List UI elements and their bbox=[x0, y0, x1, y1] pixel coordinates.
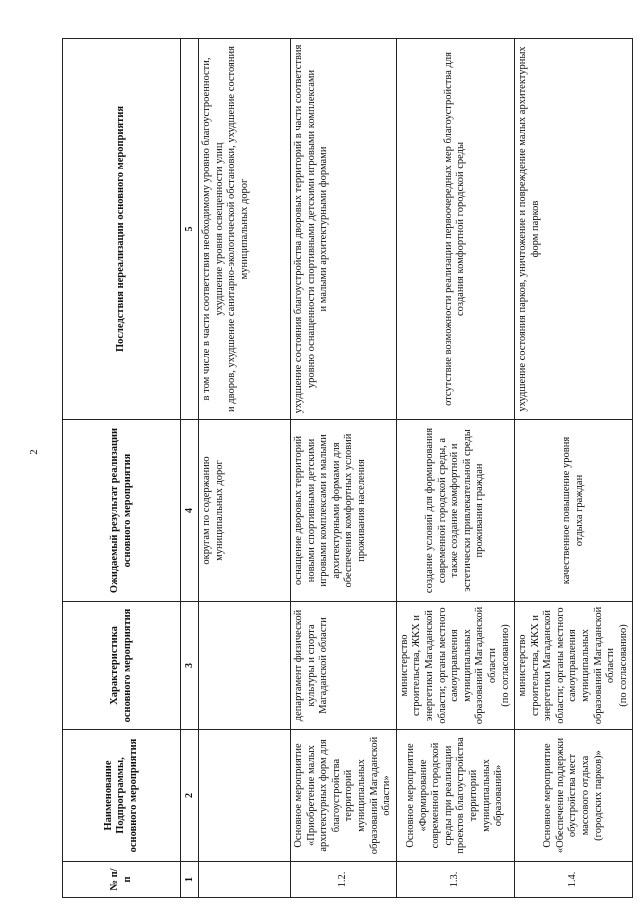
row-num: 1.3. bbox=[396, 862, 514, 898]
row-name: Основное мероприятие «Приобретение малых архитектурных форм для благоустройства территорий муниципальных образований Магаданской области» bbox=[291, 730, 397, 862]
header-row bbox=[63, 39, 181, 898]
row-consequence: отсутствие возможности реализации первоочередных мер благоустройства для создания комфортной городской среды bbox=[396, 39, 514, 420]
row-characteristic bbox=[199, 602, 291, 730]
table-row bbox=[291, 39, 397, 898]
row-characteristic: департамент физической культуры и спорта Магаданской области bbox=[291, 602, 397, 730]
row-consequence: ухудшение состояния парков, уничтожение и повреждение малых архитектурных форм парков bbox=[515, 39, 633, 420]
rotated-table-container bbox=[62, 38, 629, 898]
events-table bbox=[62, 38, 633, 898]
header-name: Наименование Подпрограммы, основного мероприятия bbox=[63, 730, 181, 862]
row-result: качественное повышение уровня отдыха граждан bbox=[515, 420, 633, 602]
header-result: Ожидаемый результат реализации основного мероприятия bbox=[63, 420, 181, 602]
page-number: 2 bbox=[28, 449, 40, 455]
header-characteristic: Характеристика основного мероприятия bbox=[63, 602, 181, 730]
row-result: создание условий для формирования современной городской среды, а также создание комфортной и эстетически привлекательной среды проживания граждан bbox=[396, 420, 514, 602]
row-result: оснащение дворовых территорий новыми спортивными детскими игровыми комплексами и малыми архитектурными формами для обеспечения комфортных условий проживания населения bbox=[291, 420, 397, 602]
row-num bbox=[199, 862, 291, 898]
row-characteristic: министерство строительства, ЖКХ и энергетики Магаданской области; органы местного самоуправления муниципальных образований Магаданской области (по согласованию) bbox=[396, 602, 514, 730]
header-num: № п/п bbox=[63, 862, 181, 898]
row-consequence: в том числе в части соответствия необходимому уровню благоустроенности, ухудшение уровня освещенности улиц и дворов, ухудшение санитарно-экологической обстановки, ухудшение состояния муниципальных дорог bbox=[199, 39, 291, 420]
index-row bbox=[181, 39, 199, 898]
row-consequence: ухудшение состояния благоустройства дворовых территорий в части соответствия уровню оснащенности спортивными детскими игровыми комплексами и малыми архитектурными формами bbox=[291, 39, 397, 420]
table-row bbox=[396, 39, 514, 898]
row-num: 1.4. bbox=[515, 862, 633, 898]
table-row bbox=[199, 39, 291, 898]
header-consequence: Последствия нереализации основного мероприятия bbox=[63, 39, 181, 420]
index-cell: 2 bbox=[181, 730, 199, 862]
index-cell: 3 bbox=[181, 602, 199, 730]
row-name: Основное мероприятие «Формирование современной городской среды при реализации проектов благоустройства территорий муниципальных образований» bbox=[396, 730, 514, 862]
index-cell: 1 bbox=[181, 862, 199, 898]
index-cell: 4 bbox=[181, 420, 199, 602]
row-characteristic: министерство строительства, ЖКХ и энергетики Магаданской области; органы местного самоуправления муниципальных образований Магаданской области (по согласованию) bbox=[515, 602, 633, 730]
row-num: 1.2. bbox=[291, 862, 397, 898]
row-name bbox=[199, 730, 291, 862]
row-result: округам по содержанию муниципальных дорог bbox=[199, 420, 291, 602]
row-name: Основное мероприятие «Обеспечение поддержки обустройства мест массового отдыха (городских парков)» bbox=[515, 730, 633, 862]
index-cell: 5 bbox=[181, 39, 199, 420]
table-row bbox=[515, 39, 633, 898]
